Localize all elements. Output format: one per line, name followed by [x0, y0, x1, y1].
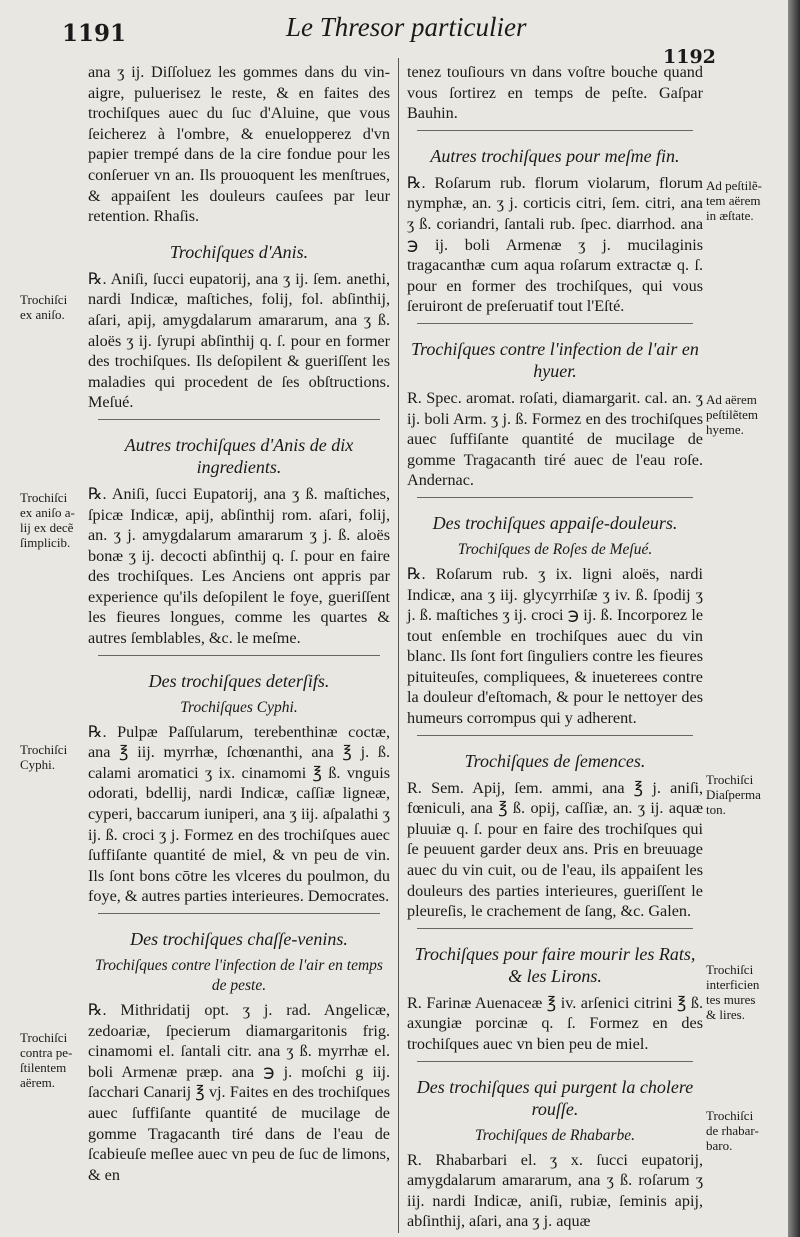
section-heading: Autres trochiſques pour meſme fin.	[430, 145, 680, 166]
paragraph: ℞. Pulpæ Paſſularum, terebenthinæ coctæ, ana ℥ iij. myrrhæ, ſchœnanthi, ana ℥ j. ß. calami aromatici ʒ ix. cinamomi ℥ ß. vnguis odorati, bdellij, nardi Indicæ, caſſiæ ligneæ, cyperi, baccarum iuniperi, ana ʒ iij. aſpalathi ʒ ij. ß. croci ʒ j. Formez en des trochiſques auec ſuffiſante quantité de miel, & vn peu de vin. Ils ſont bons cōtre les vlceres du poulmon, du foye, & autres parties interieures. Democrates.	[88, 722, 390, 906]
column-divider	[398, 58, 399, 1233]
paragraph: ℞. Mithridatij opt. ʒ j. rad. Angelicæ, zedoariæ, ſpecierum diamargaritonis frig. cinamomi el. ſantali citr. ana ʒ ß. myrrhæ el. boli Armenæ præp. ana ℈ j. moſchi g iij. ſacchari Canarij ℥ vj. Faites en des trochiſques auec ſuffiſante quantité de mucilage de gomme Tragacanth tiré dans de l'eau de ſcabieuſe meſlee auec vn peu de ſuc de limons, & en	[88, 1001, 390, 1184]
separator-rule	[417, 497, 693, 498]
page-number-right: 1192	[663, 46, 716, 68]
paragraph: ℞. Roſarum rub. florum violarum, florum nymphæ, an. ʒ j. corticis citri, ſem. citri, ana ʒ ß. coriandri, ſantali rub. ſpec. diarrhod. ana ℈ ij. boli Armenæ ʒ j. mucilaginis tragacanthæ cum aqua roſarum extractæ q. ſ. pour en former des trochiſques, qui vous ſeruiront de preſeruatif tout l'Eſté.	[407, 173, 703, 316]
paragraph: ℞. Aniſi, ſucci Eupatorij, ana ʒ ß. maſtiches, ſpicæ Indicæ, apij, abſinthij rom. aſari, folij, an. ʒ j. amygdalarum amararum ʒ j. ß. aloës bonæ ʒ ij. decocti abſinthij q. ſ. pour en faire des trochiſques. Les Anciens ont appris par experience qu'ils deſopilent le foye, gueriſſent les fieures longues, comme les quartes & autres ſemblables, &c. le meſme.	[88, 484, 390, 648]
separator-rule	[98, 913, 380, 914]
left-column	[88, 62, 390, 1189]
section-heading: Trochiſques de ſemences.	[464, 750, 646, 771]
subsection-heading: Trochiſques de Roſes de Meſué.	[457, 540, 653, 558]
margin-note-anis: Trochiſci ex aniſo.	[20, 292, 68, 322]
subsection-heading: Trochiſques contre l'infection de l'air en temps de peste.	[95, 957, 383, 994]
book-spine-shadow	[788, 0, 800, 1237]
paragraph: tenez touſiours vn dans voſtre bouche quand vous ſortirez en temps de peſte. Gaſpar Bauhin.	[407, 63, 703, 123]
margin-note-diasperma: Trochiſci Diaſperma ton.	[706, 772, 761, 817]
margin-note-hyeme: Ad aërem peſtilẽtem hyeme.	[706, 392, 758, 437]
paragraph: ℞. Roſarum rub. ʒ ix. ligni aloës, nardi Indicæ, ana ʒ iij. glycyrrhiſæ ʒ iv. ß. ſpodij ʒ j. ß. maſtiches ʒ ij. croci ℈ ij. ß. Incorporez le tout enſemble en trochiſques auec du vin blanc. Ils ſont fort ſinguliers contre les fieures pituiteuſes, compliquees, & inueterees contre la douleur d'eſtomach, & pour le nettoyer des humeurs corrompus qui y adherent.	[407, 564, 703, 728]
margin-note-cyphi: Trochiſci Cyphi.	[20, 742, 68, 772]
margin-note-rhabarbaro: Trochiſci de rhabar- baro.	[706, 1108, 759, 1153]
paragraph: R. Rhabarbari el. ʒ x. ſucci eupatorij, amygdalarum amararum, ana ʒ ß. roſarum ʒ iij. nardi Indicæ, aniſi, rubiæ, ſeminis apij, abſinthij, aſari, ana ʒ j. aquæ	[407, 1150, 703, 1231]
margin-note-anis-dix: Trochiſci ex aniſo a- lij ex decẽ ſimplicib.	[20, 490, 75, 550]
section-heading: Des trochiſques deterſifs.	[148, 670, 330, 691]
separator-rule	[417, 323, 693, 324]
margin-note-estate: Ad peſtilẽ- tem aërem in æſtate.	[706, 178, 762, 223]
section-heading: Autres trochiſques d'Anis de dix ingredients.	[124, 434, 354, 477]
page-header	[0, 6, 792, 68]
separator-rule	[417, 130, 693, 131]
paragraph: R. Sem. Apij, ſem. ammi, ana ℥ j. aniſi, fœniculi, ana ℥ ß. opij, caſſiæ, an. ʒ ij. aquæ pluuiæ q. ſ. pour en faire des trochiſques qui ſe peuuent garder deux ans. Pris en breuuage auec du vin cuit, ou de l'eau, ils appaiſent les douleurs des parties interieures, gueriſſent le pleureſis, le crachement de ſang, &c. Galen.	[407, 778, 703, 921]
section-heading: Trochiſques pour faire mourir les Rats, & les Lirons.	[414, 943, 696, 986]
running-title: Le Thresor particulier	[286, 12, 527, 42]
paragraph: ℞. Aniſi, ſucci eupatorij, ana ʒ ij. ſem. anethi, nardi Indicæ, maſtiches, folij, fol. abſinthij, aſari, apij, amygdalarum amararum, ana ʒ ß. aloës ʒ ij. ſyrupi abſinthij q. ſ. pour en former des trochiſques. Ils deſopilent & gueriſſent les maladies qui procedent de ſes obſtructions. Meſué.	[88, 269, 390, 412]
right-column	[407, 62, 703, 1236]
section-heading: Des trochiſques qui purgent la cholere rouſſe.	[416, 1076, 694, 1119]
paragraph: R. Farinæ Auenaceæ ℥ iv. arſenici citrini ℥ ß. axungiæ porcinæ q. ſ. Formez en des trochiſques auec vn bien peu de miel.	[407, 993, 703, 1053]
margin-note-mures: Trochiſci interficien tes mures & lires.	[706, 962, 760, 1022]
separator-rule	[417, 1061, 693, 1062]
separator-rule	[417, 735, 693, 736]
margin-note-pestilentem: Trochiſci contra pe- ſtilentem aërem.	[20, 1030, 73, 1090]
separator-rule	[98, 655, 380, 656]
subsection-heading: Trochiſques Cyphi.	[180, 698, 298, 716]
section-heading: Trochiſques d'Anis.	[169, 241, 309, 262]
paragraph: ana ʒ ij. Diſſoluez les gommes dans du vin-aigre, puluerisez le reste, & en faites des trochiſques auec du ſuc d'Aluine, que vous ſeicherez à l'ombre, & enuelopperez d'vn papier trempé dans de la cire fondue pour les conſeruer vn an. Ils prouoquent les menſtrues, & appaiſent les douleurs cauſees par leur retention. Rhaſis.	[88, 63, 390, 226]
section-heading: Des trochiſques chaſſe-venins.	[130, 929, 348, 949]
separator-rule	[98, 419, 380, 420]
section-heading: Des trochiſques appaiſe-douleurs.	[432, 512, 678, 533]
subsection-heading: Trochiſques de Rhabarbe.	[474, 1126, 635, 1144]
page-number-left: 1191	[62, 20, 127, 47]
separator-rule	[417, 928, 693, 929]
paragraph: R. Spec. aromat. roſati, diamargarit. cal. an. ʒ ij. boli Arm. ʒ j. ß. Formez en des trochiſques auec ſuffiſante quantité de mucilage de gomme Tragacanth tiré auec de l'eau roſe. Andernac.	[407, 388, 703, 490]
section-heading: Trochiſques contre l'infection de l'air en hyuer.	[411, 338, 699, 381]
